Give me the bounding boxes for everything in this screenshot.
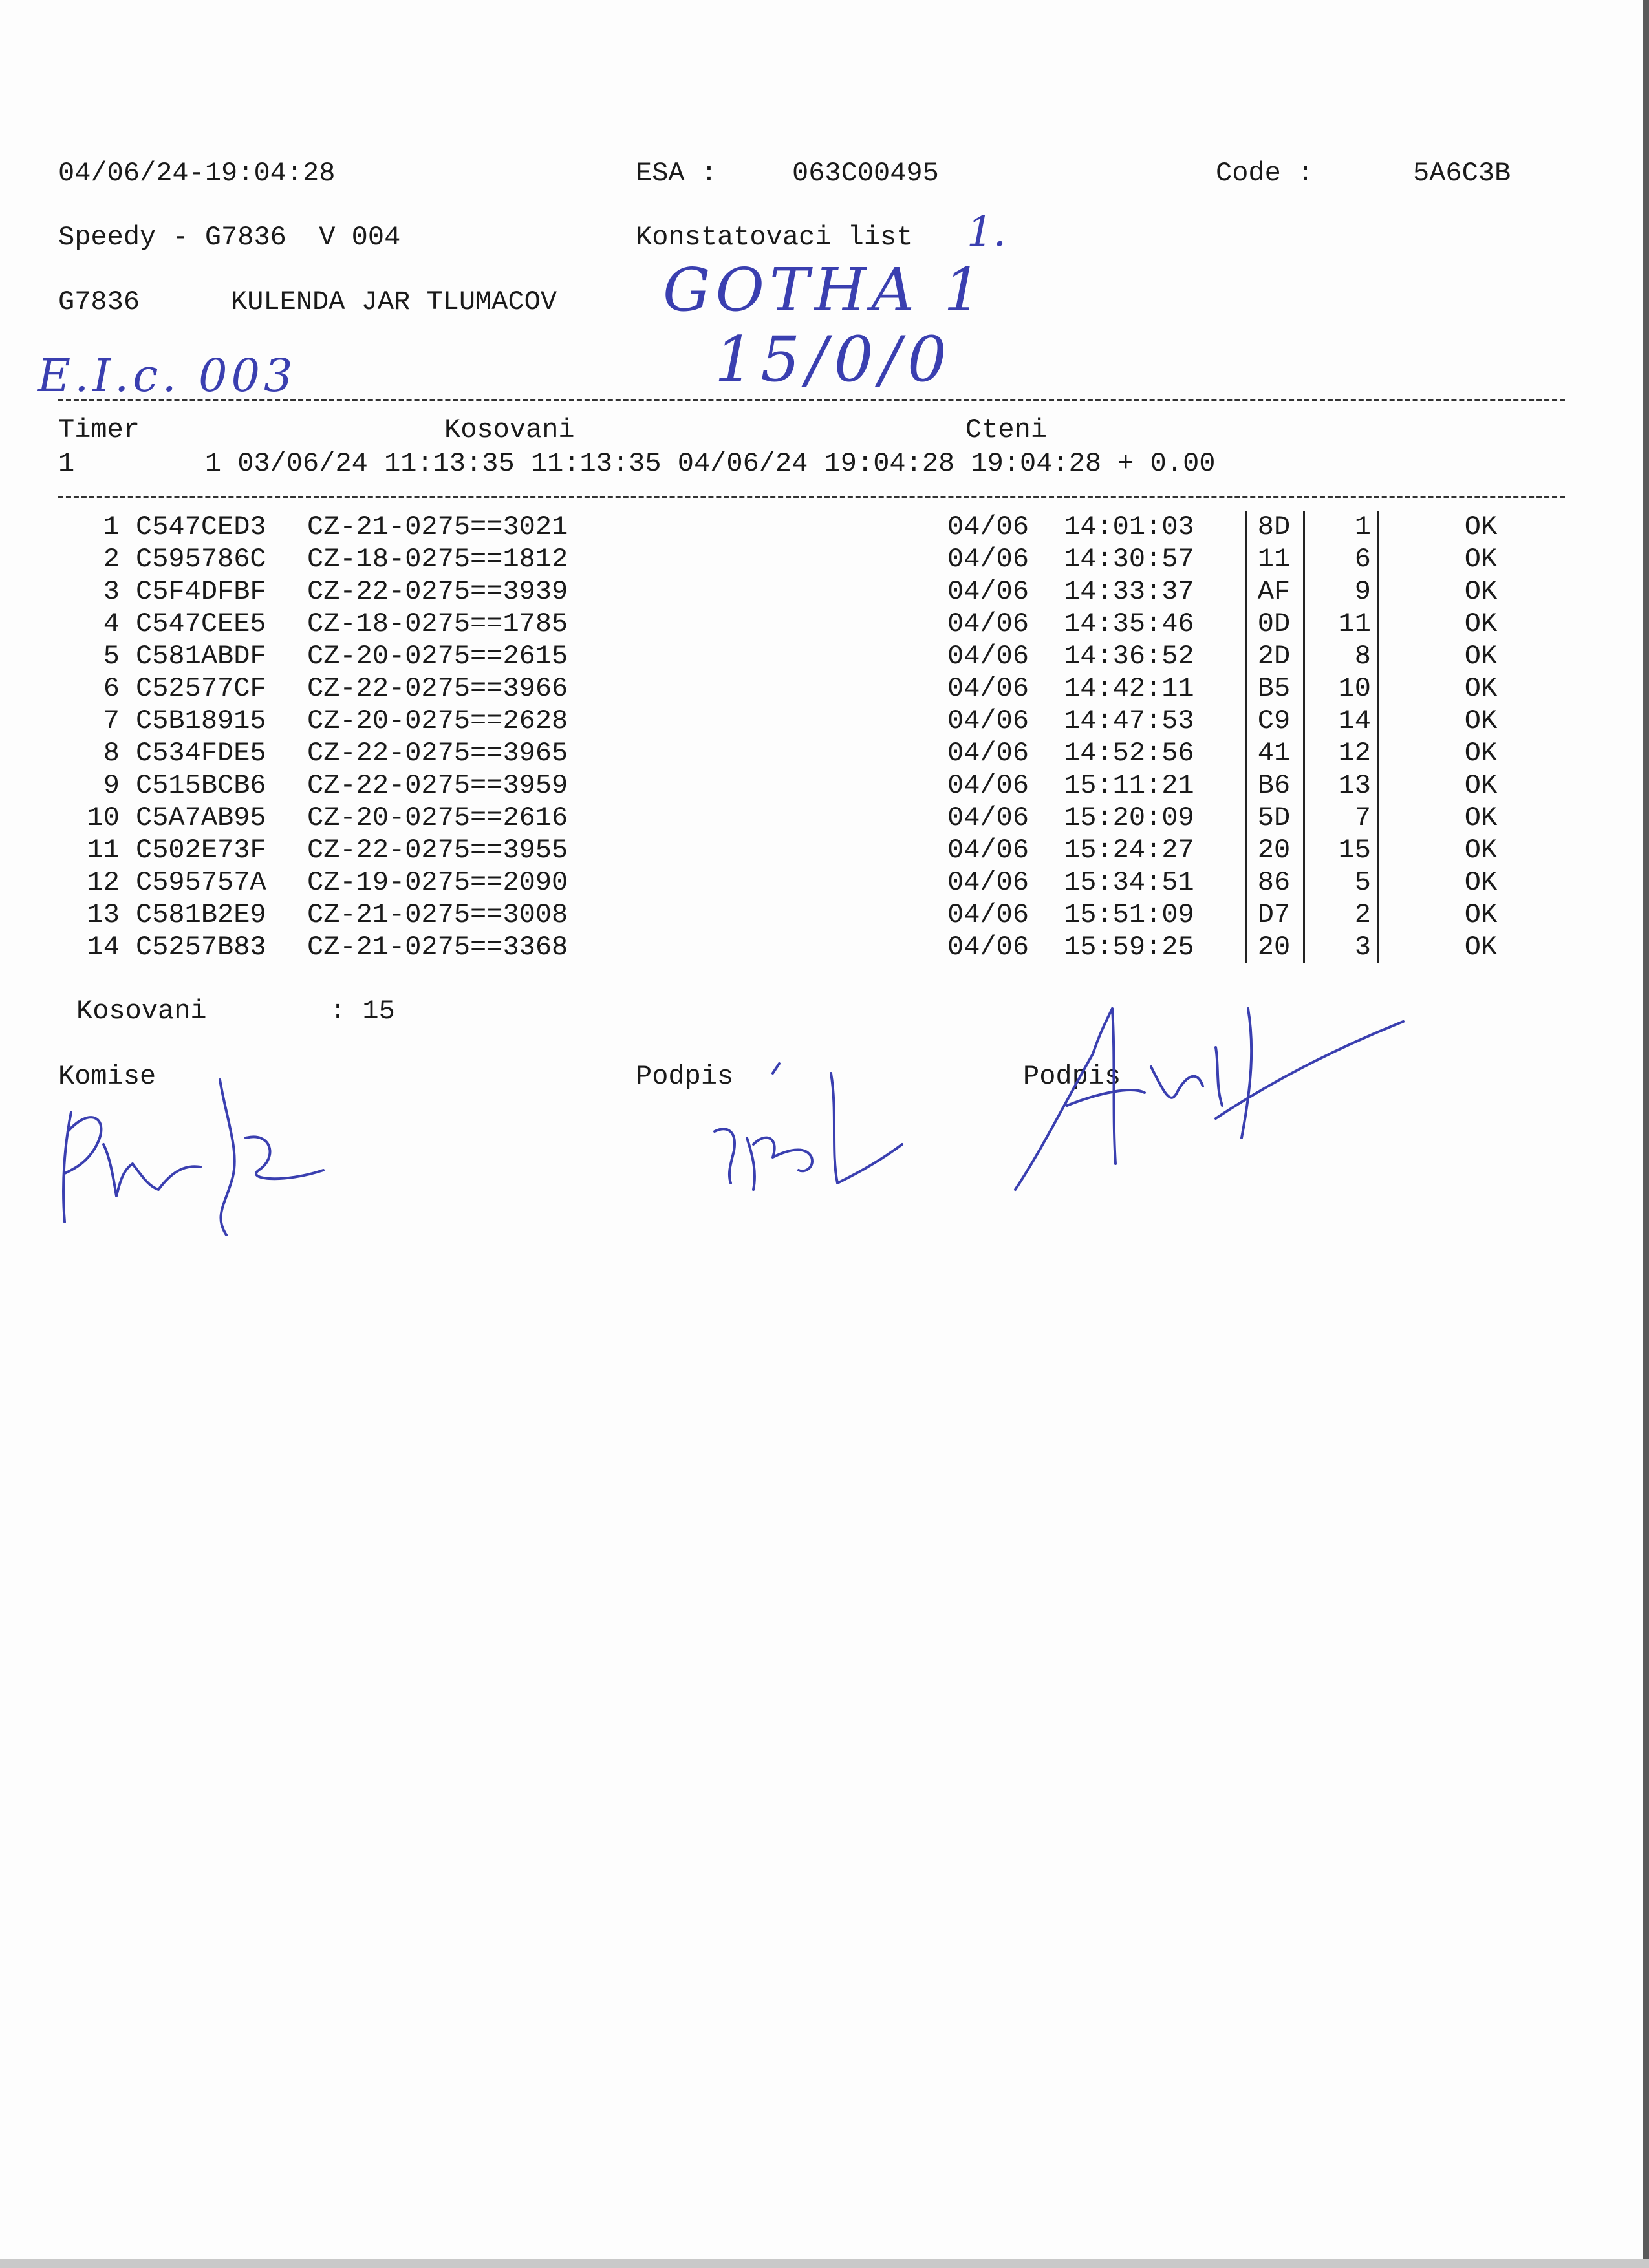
- scan-bottom-edge: [0, 2259, 1649, 2268]
- timer-cteni-label: Cteni: [965, 414, 1048, 445]
- handwritten-race-counts: 15/0/0: [715, 323, 953, 396]
- check-code: C9: [1257, 705, 1291, 736]
- table-row: [58, 640, 1565, 672]
- column-divider: [1377, 899, 1379, 931]
- ring-number: CZ-19-0275==2090: [307, 867, 568, 898]
- column-divider: [1303, 931, 1305, 963]
- status: OK: [1464, 802, 1498, 833]
- table-row: [58, 608, 1565, 640]
- chip-code: C595786C: [136, 544, 266, 575]
- check-code: AF: [1257, 576, 1291, 607]
- arrival-time: 14:33:37: [1064, 576, 1194, 607]
- ring-number: CZ-20-0275==2615: [307, 641, 568, 672]
- column-divider: [1303, 899, 1305, 931]
- check-code: 5D: [1257, 802, 1291, 833]
- row-number: 6: [103, 673, 120, 704]
- kosovani-total-value: : 15: [330, 996, 395, 1027]
- status: OK: [1464, 608, 1498, 639]
- status: OK: [1464, 867, 1498, 898]
- status: OK: [1464, 576, 1498, 607]
- handwritten-reference: E.I.c. 003: [38, 349, 297, 402]
- arrival-date: 04/06: [947, 932, 1029, 963]
- chip-code: C515BCB6: [136, 770, 266, 801]
- row-number: 14: [87, 932, 120, 963]
- column-divider: [1377, 672, 1379, 705]
- column-divider: [1377, 608, 1379, 640]
- check-code: D7: [1257, 899, 1291, 930]
- position: 9: [1354, 576, 1371, 607]
- column-divider: [1377, 640, 1379, 672]
- chip-code: C581B2E9: [136, 899, 266, 930]
- ring-number: CZ-21-0275==3021: [307, 511, 568, 542]
- column-divider: [1245, 802, 1247, 834]
- status: OK: [1464, 835, 1498, 866]
- print-datetime: 04/06/24-19:04:28: [58, 158, 336, 189]
- check-code: 0D: [1257, 608, 1291, 639]
- column-divider: [1303, 737, 1305, 769]
- column-divider: [1245, 899, 1247, 931]
- chip-code: C502E73F: [136, 835, 266, 866]
- column-divider: [1377, 769, 1379, 802]
- position: 7: [1354, 802, 1371, 833]
- table-row: [58, 931, 1565, 963]
- column-divider: [1303, 769, 1305, 802]
- check-code: 41: [1257, 738, 1291, 769]
- row-number: 9: [103, 770, 120, 801]
- chip-code: C581ABDF: [136, 641, 266, 672]
- status: OK: [1464, 511, 1498, 542]
- komise-label: Komise: [58, 1061, 156, 1092]
- status: OK: [1464, 705, 1498, 736]
- arrival-date: 04/06: [947, 738, 1029, 769]
- status: OK: [1464, 738, 1498, 769]
- arrival-time: 15:51:09: [1064, 899, 1194, 930]
- column-divider: [1377, 834, 1379, 866]
- scan-edge: [1643, 0, 1649, 2268]
- arrival-date: 04/06: [947, 544, 1029, 575]
- ring-number: CZ-22-0275==3939: [307, 576, 568, 607]
- table-row: [58, 543, 1565, 575]
- column-divider: [1303, 543, 1305, 575]
- position: 2: [1354, 899, 1371, 930]
- check-code: B6: [1257, 770, 1291, 801]
- club-id: G7836: [58, 286, 140, 317]
- column-divider: [1303, 834, 1305, 866]
- results-table: [58, 511, 1565, 963]
- arrival-date: 04/06: [947, 511, 1029, 542]
- check-code: 86: [1257, 867, 1291, 898]
- column-divider: [1245, 543, 1247, 575]
- column-divider: [1377, 737, 1379, 769]
- position: 5: [1354, 867, 1371, 898]
- row-number: 1: [103, 511, 120, 542]
- arrival-time: 14:35:46: [1064, 608, 1194, 639]
- row-number: 3: [103, 576, 120, 607]
- check-code: 20: [1257, 835, 1291, 866]
- esa-label: ESA :: [636, 158, 718, 189]
- kosovani-total-label: Kosovani: [76, 996, 207, 1027]
- arrival-time: 14:30:57: [1064, 544, 1194, 575]
- ring-number: CZ-22-0275==3966: [307, 673, 568, 704]
- device-line: Speedy - G7836 V 004: [58, 222, 401, 253]
- handwritten-race-name: GOTHA 1: [663, 255, 987, 325]
- ring-number: CZ-18-0275==1785: [307, 608, 568, 639]
- column-divider: [1245, 511, 1247, 543]
- arrival-time: 15:59:25: [1064, 932, 1194, 963]
- chip-code: C5257B83: [136, 932, 266, 963]
- ring-number: CZ-20-0275==2628: [307, 705, 568, 736]
- signature-komise: [52, 1067, 349, 1248]
- position: 10: [1338, 673, 1371, 704]
- table-row: [58, 834, 1565, 866]
- status: OK: [1464, 673, 1498, 704]
- column-divider: [1303, 640, 1305, 672]
- chip-code: C547CED3: [136, 511, 266, 542]
- column-divider: [1245, 608, 1247, 640]
- status: OK: [1464, 641, 1498, 672]
- column-divider: [1303, 511, 1305, 543]
- table-row: [58, 705, 1565, 737]
- chip-code: C5B18915: [136, 705, 266, 736]
- check-code: B5: [1257, 673, 1291, 704]
- chip-code: C547CEE5: [136, 608, 266, 639]
- arrival-date: 04/06: [947, 899, 1029, 930]
- position: 8: [1354, 641, 1371, 672]
- row-number: 7: [103, 705, 120, 736]
- ring-number: CZ-18-0275==1812: [307, 544, 568, 575]
- column-divider: [1245, 672, 1247, 705]
- signature-podpis-1: [702, 1060, 921, 1203]
- podpis-label-2: Podpis: [1023, 1061, 1121, 1092]
- table-row: [58, 511, 1565, 543]
- arrival-time: 14:01:03: [1064, 511, 1194, 542]
- arrival-date: 04/06: [947, 770, 1029, 801]
- row-number: 12: [87, 867, 120, 898]
- position: 15: [1338, 835, 1371, 866]
- row-number: 2: [103, 544, 120, 575]
- column-divider: [1303, 575, 1305, 608]
- arrival-time: 14:36:52: [1064, 641, 1194, 672]
- arrival-date: 04/06: [947, 835, 1029, 866]
- handwritten-sheet-number: 1.: [967, 208, 1007, 256]
- arrival-time: 14:52:56: [1064, 738, 1194, 769]
- column-divider: [1303, 672, 1305, 705]
- separator-top: [58, 399, 1565, 401]
- column-divider: [1245, 640, 1247, 672]
- arrival-time: 14:42:11: [1064, 673, 1194, 704]
- chip-code: C5A7AB95: [136, 802, 266, 833]
- status: OK: [1464, 899, 1498, 930]
- row-number: 11: [87, 835, 120, 866]
- column-divider: [1377, 511, 1379, 543]
- esa-value: 063C00495: [792, 158, 939, 189]
- signature-podpis-2: [1002, 996, 1416, 1215]
- column-divider: [1303, 608, 1305, 640]
- sheet-title: Konstatovaci list: [636, 222, 913, 253]
- position: 1: [1354, 511, 1371, 542]
- code-label: Code :: [1216, 158, 1314, 189]
- check-code: 2D: [1257, 641, 1291, 672]
- row-number: 13: [87, 899, 120, 930]
- check-code: 11: [1257, 544, 1291, 575]
- column-divider: [1245, 705, 1247, 737]
- arrival-date: 04/06: [947, 576, 1029, 607]
- chip-code: C52577CF: [136, 673, 266, 704]
- table-row: [58, 672, 1565, 705]
- column-divider: [1245, 575, 1247, 608]
- ring-number: CZ-22-0275==3955: [307, 835, 568, 866]
- arrival-date: 04/06: [947, 802, 1029, 833]
- row-number: 10: [87, 802, 120, 833]
- column-divider: [1377, 802, 1379, 834]
- chip-code: C534FDE5: [136, 738, 266, 769]
- position: 13: [1338, 770, 1371, 801]
- timer-label: Timer: [58, 414, 140, 445]
- column-divider: [1245, 866, 1247, 899]
- column-divider: [1303, 866, 1305, 899]
- table-row: [58, 899, 1565, 931]
- position: 3: [1354, 932, 1371, 963]
- club-name: KULENDA JAR TLUMACOV: [231, 286, 557, 317]
- position: 6: [1354, 544, 1371, 575]
- row-number: 5: [103, 641, 120, 672]
- chip-code: C5F4DFBF: [136, 576, 266, 607]
- position: 11: [1338, 608, 1371, 639]
- check-code: 8D: [1257, 511, 1291, 542]
- column-divider: [1377, 543, 1379, 575]
- separator-mid: [58, 496, 1565, 498]
- check-code: 20: [1257, 932, 1291, 963]
- row-number: 8: [103, 738, 120, 769]
- timer-line: 1 1 03/06/24 11:13:35 11:13:35 04/06/24 19:04:28 19:04:28 + 0.00: [58, 448, 1216, 479]
- arrival-time: 15:20:09: [1064, 802, 1194, 833]
- arrival-date: 04/06: [947, 673, 1029, 704]
- status: OK: [1464, 770, 1498, 801]
- arrival-date: 04/06: [947, 705, 1029, 736]
- arrival-time: 14:47:53: [1064, 705, 1194, 736]
- ring-number: CZ-22-0275==3965: [307, 738, 568, 769]
- arrival-date: 04/06: [947, 641, 1029, 672]
- table-row: [58, 769, 1565, 802]
- chip-code: C595757A: [136, 867, 266, 898]
- timer-kosovani-label: Kosovani: [444, 414, 575, 445]
- arrival-time: 15:11:21: [1064, 770, 1194, 801]
- ring-number: CZ-21-0275==3008: [307, 899, 568, 930]
- podpis-label-1: Podpis: [636, 1061, 734, 1092]
- ring-number: CZ-21-0275==3368: [307, 932, 568, 963]
- ring-number: CZ-20-0275==2616: [307, 802, 568, 833]
- arrival-date: 04/06: [947, 867, 1029, 898]
- column-divider: [1377, 705, 1379, 737]
- position: 12: [1338, 738, 1371, 769]
- ring-number: CZ-22-0275==3959: [307, 770, 568, 801]
- column-divider: [1245, 834, 1247, 866]
- column-divider: [1245, 931, 1247, 963]
- table-row: [58, 575, 1565, 608]
- column-divider: [1245, 737, 1247, 769]
- column-divider: [1377, 866, 1379, 899]
- arrival-time: 15:34:51: [1064, 867, 1194, 898]
- column-divider: [1377, 575, 1379, 608]
- table-row: [58, 802, 1565, 834]
- column-divider: [1245, 769, 1247, 802]
- arrival-date: 04/06: [947, 608, 1029, 639]
- status: OK: [1464, 544, 1498, 575]
- column-divider: [1377, 931, 1379, 963]
- table-row: [58, 737, 1565, 769]
- position: 14: [1338, 705, 1371, 736]
- column-divider: [1303, 705, 1305, 737]
- row-number: 4: [103, 608, 120, 639]
- column-divider: [1303, 802, 1305, 834]
- status: OK: [1464, 932, 1498, 963]
- code-value: 5A6C3B: [1413, 158, 1511, 189]
- table-row: [58, 866, 1565, 899]
- arrival-time: 15:24:27: [1064, 835, 1194, 866]
